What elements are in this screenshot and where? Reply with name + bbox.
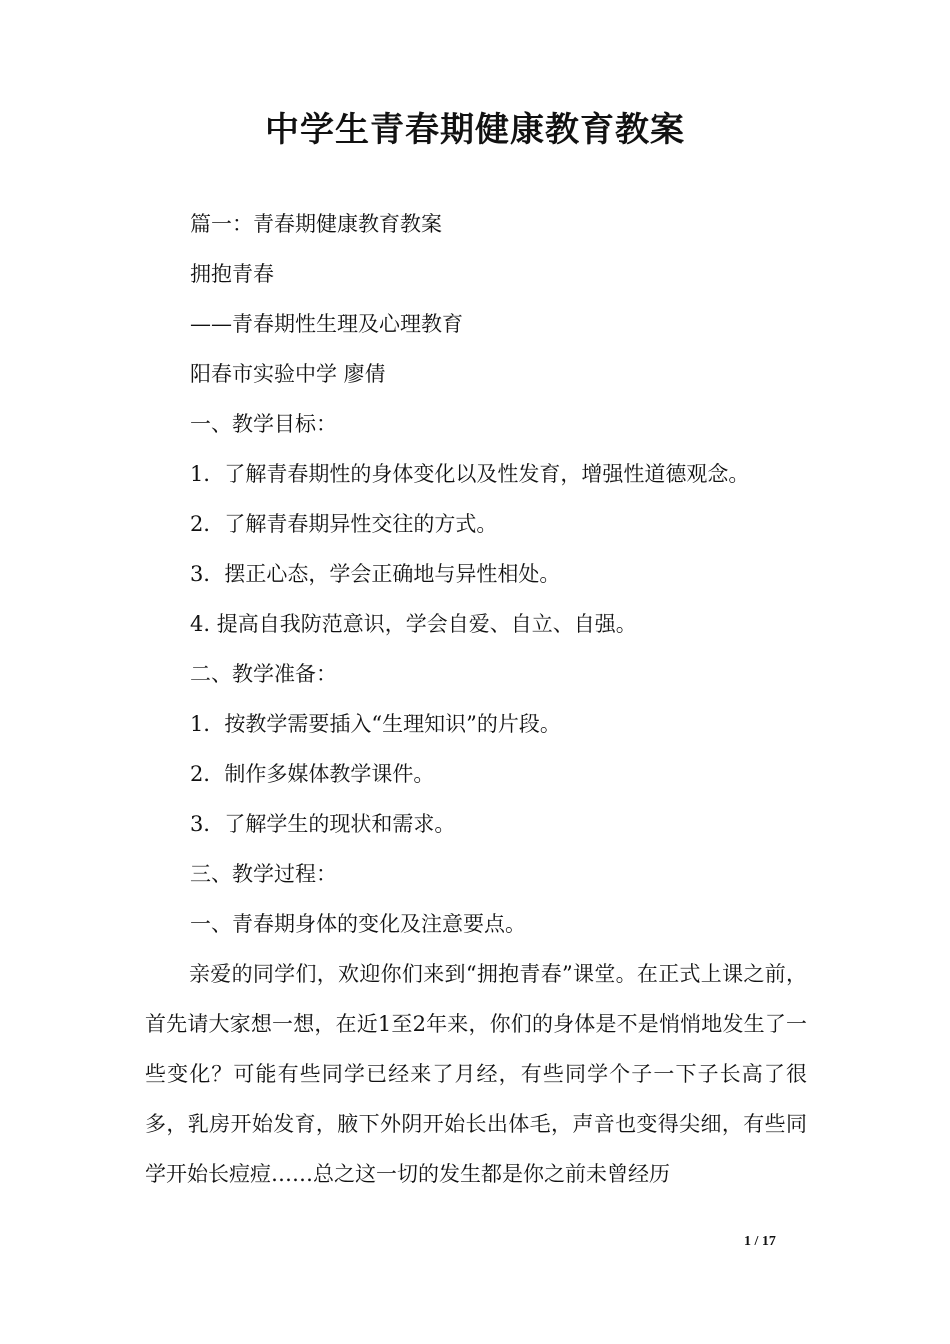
page-number: 1 / 17 [744, 1234, 776, 1249]
section-heading-preparation: 二、教学准备： [190, 662, 337, 686]
text-line-subtitle: ——青春期性生理及心理教育 [190, 312, 463, 336]
section-heading-process: 三、教学过程： [190, 862, 337, 886]
text-line-author: 阳春市实验中学 廖倩 [190, 362, 386, 386]
list-item-prep-1: 1．按教学需要插入“生理知识”的片段。 [190, 712, 561, 736]
list-item-goal-3: 3．摆正心态，学会正确地与异性相处。 [190, 562, 561, 586]
subsection-heading-body-changes: 一、青春期身体的变化及注意要点。 [190, 912, 526, 936]
list-item-prep-2: 2．制作多媒体教学课件。 [190, 762, 435, 786]
list-item-prep-3: 3．了解学生的现状和需求。 [190, 812, 456, 836]
section-heading-goals: 一、教学目标： [190, 412, 337, 436]
list-item-goal-2: 2．了解青春期异性交往的方式。 [190, 512, 498, 536]
text-line-lesson-title: 拥抱青春 [190, 262, 274, 286]
list-item-goal-1: 1．了解青春期性的身体变化以及性发育，增强性道德观念。 [190, 462, 750, 486]
document-title: 中学生青春期健康教育教案 [265, 110, 685, 150]
body-paragraph: 亲爱的同学们，欢迎你们来到“拥抱青春”课堂。在正式上课之前，首先请大家想一想，在近1至2年来，你们的身体是不是悄悄地发生了一些变化？可能有些同学已经来了月经，有些同学个子一下子长高了很多，乳房开始发育，腋下外阴开始长出体毛，声音也变得尖细，有些同学开始长痘痘……总之这一切的发生都是你之前未曾经历 [145, 962, 807, 1186]
text-line-chapter: 篇一：青春期健康教育教案 [190, 212, 442, 236]
list-item-goal-4: 4. 提高自我防范意识，学会自爱、自立、自强。 [190, 612, 637, 636]
